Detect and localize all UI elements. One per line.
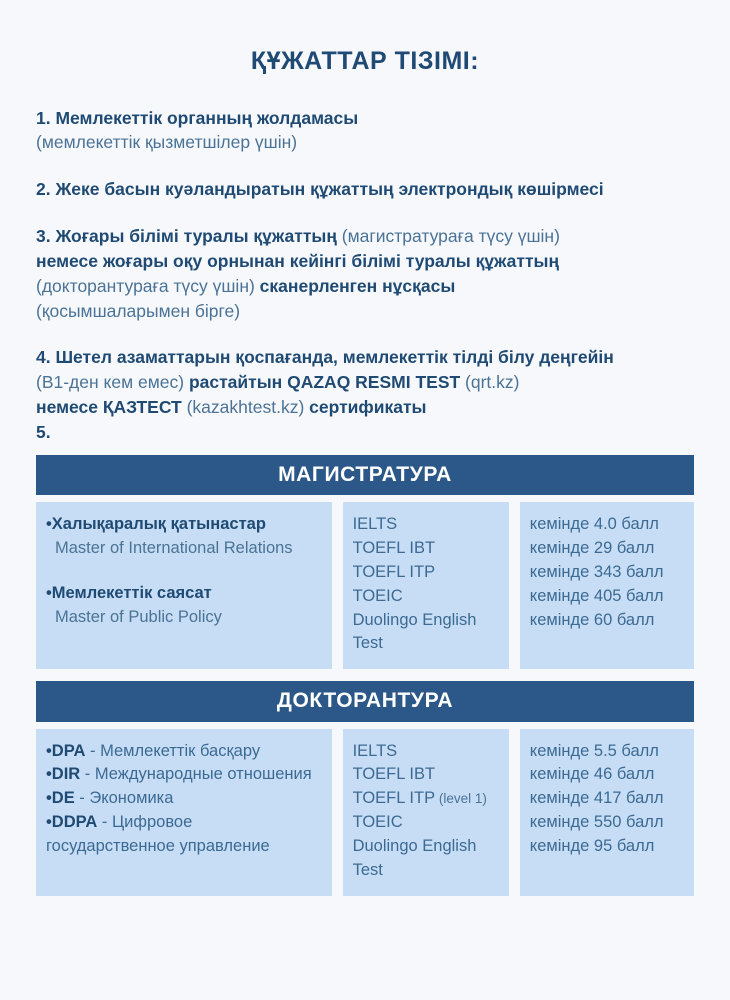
text-strong: 1. Мемлекеттік органның жолдамасы <box>36 107 359 128</box>
document-item <box>36 224 694 323</box>
score-row: кемінде 550 балл <box>529 813 664 832</box>
program-row <box>46 740 322 764</box>
document-item <box>36 177 694 202</box>
text-strong: немесе ҚАЗТЕСТ <box>36 397 187 418</box>
document-line <box>36 370 694 395</box>
tables-container <box>36 455 694 896</box>
exam-row <box>353 787 499 811</box>
programs-column <box>36 502 332 670</box>
text-strong: 3. Жоғары білімі туралы құжаттың <box>36 226 342 247</box>
exam-name: TOEFL IBT <box>352 538 436 557</box>
document-line <box>36 395 694 420</box>
text-strong: 5. <box>36 421 51 442</box>
exam-row <box>353 513 499 537</box>
table-body <box>36 502 694 670</box>
program-row <box>46 811 322 835</box>
exam-name: TOEFL ITP <box>352 562 436 581</box>
bullet-icon: • <box>46 789 52 808</box>
program-table <box>36 681 694 896</box>
exam-name: TOEFL ITP <box>352 789 436 808</box>
exam-name: IELTS <box>352 514 398 533</box>
exam-row <box>353 585 499 609</box>
exam-row <box>353 537 499 561</box>
exams-column <box>343 502 509 670</box>
bullet-icon: • <box>46 583 52 602</box>
table-header: МАГИСТРАТУРА <box>36 455 694 495</box>
exam-row <box>353 561 499 585</box>
document-line <box>36 249 694 274</box>
program-name-kz <box>46 582 322 606</box>
program-description: - Экономика <box>74 789 174 808</box>
exam-row <box>353 811 499 835</box>
score-row: кемінде 405 балл <box>529 586 664 605</box>
text-strong: сертификаты <box>309 397 427 418</box>
document-line <box>36 345 694 370</box>
document-line <box>36 224 694 249</box>
table-body <box>36 729 694 897</box>
bullet-icon: • <box>46 741 52 760</box>
program-description: - Цифровое <box>97 813 193 832</box>
program-row <box>46 763 322 787</box>
score-row: кемінде 343 балл <box>529 562 664 581</box>
program-code: DDPA <box>51 813 98 832</box>
text-strong: растайтын QAZAQ RESMI TEST <box>188 372 466 393</box>
exam-name: TOEIC <box>352 586 403 605</box>
score-row: кемінде 46 балл <box>529 765 655 784</box>
exam-name: IELTS <box>352 741 398 760</box>
program-code: DPA <box>51 741 86 760</box>
program-description: - Мемлекеттік басқару <box>85 741 261 760</box>
exam-name: Test <box>352 861 383 880</box>
score-row: кемінде 4.0 балл <box>529 514 659 533</box>
program-name-kz <box>46 513 322 537</box>
documents-list <box>36 106 694 445</box>
table-header: ДОКТОРАНТУРА <box>36 681 694 721</box>
exam-name: Duolingo English <box>352 610 477 629</box>
text-normal: (докторантураға түсу үшін) <box>36 275 260 296</box>
bullet-icon: • <box>46 514 52 533</box>
exam-row <box>353 609 499 633</box>
text-strong: 2. Жеке басын куәландыратын құжаттың электрондық көшірмесі <box>36 179 604 200</box>
program-row <box>46 787 322 811</box>
exam-row <box>353 632 499 656</box>
document-line <box>36 299 694 324</box>
text-strong: немесе жоғары оқу орнынан кейінгі білімі туралы құжаттың <box>36 250 560 271</box>
program-name-en: Master of Public Policy <box>55 607 222 626</box>
program-name-en: Master of International Relations <box>55 538 293 557</box>
text-normal: (kazakhtest.kz) <box>186 397 310 418</box>
exam-name: TOEIC <box>352 813 403 832</box>
exam-level: (level 1) <box>435 791 487 807</box>
program-label: Халықаралық қатынастар <box>51 514 266 533</box>
text-normal: (qrt.kz) <box>465 372 520 393</box>
program-table <box>36 455 694 670</box>
program-wrap-line: государственное управление <box>46 837 270 856</box>
scores-column <box>520 502 694 670</box>
exam-name: Test <box>352 634 383 653</box>
document-line <box>36 130 694 155</box>
exam-row <box>353 763 499 787</box>
program-label: Мемлекеттік саясат <box>51 583 212 602</box>
text-normal: (магистратураға түсу үшін) <box>341 226 560 247</box>
exam-name: Duolingo English <box>352 837 477 856</box>
exam-name: TOEFL IBT <box>352 765 436 784</box>
exam-row <box>353 740 499 764</box>
score-row: кемінде 5.5 балл <box>529 741 659 760</box>
document-line <box>36 177 694 202</box>
program-code: DIR <box>51 765 81 784</box>
program-description: - Международные отношения <box>80 765 312 784</box>
document-line <box>36 106 694 131</box>
bullet-icon: • <box>46 765 52 784</box>
program-code: DE <box>51 789 75 808</box>
exams-column <box>343 729 509 897</box>
text-normal: (В1-ден кем емес) <box>36 372 189 393</box>
programs-column <box>36 729 332 897</box>
page-title: ҚҰЖАТТАР ТІЗІМІ: <box>250 47 480 75</box>
text-strong: 4. Шетел азаматтарын қоспағанда, мемлекеттік тілді білу деңгейін <box>36 347 614 368</box>
score-row: кемінде 417 балл <box>529 789 664 808</box>
bullet-icon: • <box>46 813 52 832</box>
document-item <box>36 345 694 444</box>
exam-row <box>353 859 499 883</box>
text-normal: (қосымшаларымен бірге) <box>36 300 241 321</box>
exam-row <box>353 835 499 859</box>
score-row: кемінде 60 балл <box>529 610 655 629</box>
document-line <box>36 420 694 445</box>
document-item <box>36 106 694 156</box>
spacer <box>46 561 322 582</box>
score-row: кемінде 95 балл <box>529 837 655 856</box>
text-normal: (мемлекеттік қызметшілер үшін) <box>36 132 298 153</box>
document-line <box>36 274 694 299</box>
text-strong: сканерленген нұсқасы <box>259 275 456 296</box>
score-row: кемінде 29 балл <box>529 538 655 557</box>
scores-column <box>520 729 694 897</box>
